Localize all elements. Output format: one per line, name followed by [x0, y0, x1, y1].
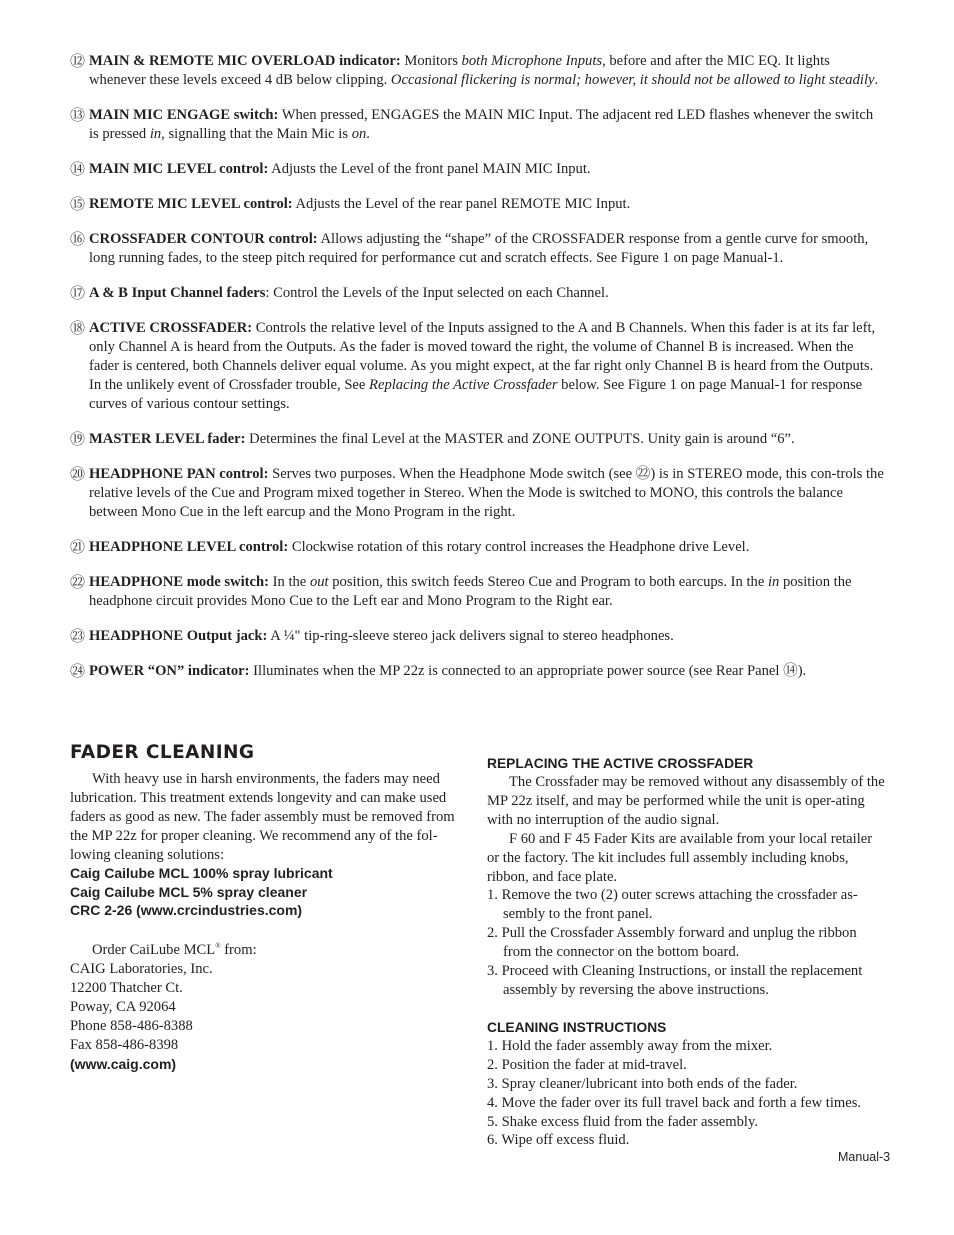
address-line: 12200 Thatcher Ct.	[70, 980, 183, 996]
address-line: CAIG Laboratories, Inc.	[70, 961, 213, 978]
item-23: ㉓ HEADPHONE Output jack: A ¼" tip-ring-sleeve stereo jack delivers signal to stereo headphones.	[70, 627, 674, 645]
item-title: MAIN MIC ENGAGE switch:	[89, 107, 279, 123]
item-number: ㉑	[70, 538, 86, 556]
item-17: ⑰ A & B Input Channel faders: Control the Levels of the Input selected on each Channel.	[70, 284, 609, 302]
website-link: (www.caig.com)	[70, 1055, 177, 1072]
subsection-heading: REPLACING THE ACTIVE CROSSFADER	[487, 756, 754, 771]
item-title: MASTER LEVEL fader:	[89, 431, 246, 447]
item-title: HEADPHONE mode switch:	[89, 574, 269, 590]
item-14: ⑭ MAIN MIC LEVEL control: Adjusts the Level of the front panel MAIN MIC Input.	[70, 160, 591, 178]
order-line: Order CaiLube MCL® from:	[92, 942, 257, 959]
item-18: ⑱ ACTIVE CROSSFADER: Controls the relative level of the Inputs assigned to the A and B Channels. When this fader is at its far left, only Channel A is heard from the Outputs. As the fader is moved toward the right, the volume of Channel B is increased. When the fader is centered, both Channels deliver equal volume. As you might expect, at the far right only Channel B is heard from the Outputs. In the unlikely event of Crossfader trouble, See Replacing the Active Crossfader below. See Figure 1 on page Manual-1 for response curves of various contour settings.	[70, 319, 876, 412]
item-title: ACTIVE CROSSFADER:	[89, 320, 253, 336]
control-descriptions	[70, 52, 885, 697]
item-number: ㉒	[70, 573, 86, 591]
list-item: 3. Proceed with Cleaning Instructions, or install the replacement assembly by reversing the above instructions.	[487, 963, 863, 998]
list-item: 4. Move the fader over its full travel back and forth a few times.	[487, 1094, 862, 1111]
item-title: HEADPHONE Output jack:	[89, 628, 268, 644]
list-item: 1. Hold the fader assembly away from the mixer.	[487, 1037, 773, 1054]
item-title: A & B Input Channel faders	[89, 285, 266, 301]
item-number: ⑳	[70, 465, 86, 483]
item-title: HEADPHONE LEVEL control:	[89, 539, 289, 555]
item-number: ⑲	[70, 430, 86, 448]
item-number: ㉓	[70, 627, 86, 645]
page-number: Manual-3	[838, 1150, 891, 1164]
list-item: 3. Spray cleaner/lubricant into both ends of the fader.	[487, 1075, 798, 1092]
list-item: 1. Remove the two (2) outer screws attaching the crossfader as-sembly to the front panel.	[487, 887, 858, 923]
list-item: 5. Shake excess fluid from the fader assembly.	[487, 1113, 758, 1130]
item-22: ㉒ HEADPHONE mode switch: In the out position, this switch feeds Stereo Cue and Program to both earcups. In the in position the headphone circuit provides Mono Cue to the Left ear and Mono Program to the Right ear.	[70, 573, 852, 609]
solution-item: Caig Cailube MCL 5% spray cleaner	[70, 883, 308, 900]
replacing-section	[487, 754, 887, 1150]
item-number: ㉔	[70, 662, 86, 680]
solution-item: Caig Cailube MCL 100% spray lubricant	[70, 865, 333, 882]
item-21: ㉑ HEADPHONE LEVEL control: Clockwise rotation of this rotary control increases the Headphone drive Level.	[70, 538, 750, 556]
section-heading: FADER CLEANING	[70, 742, 255, 763]
address-line: Poway, CA 92064	[70, 998, 176, 1015]
item-16: ⑯ CROSSFADER CONTOUR control: Allows adjusting the “shape” of the CROSSFADER response from a gentle curve for smooth, long running fades, to the steep pitch required for performance cut and scratch effects. See Figure 1 on page Manual-1.	[70, 230, 869, 266]
paragraph: F 60 and F 45 Fader Kits are available from your local retailer or the factory. The kit includes full assembly including knobs, ribbon, and face plate.	[487, 830, 873, 885]
steps-list	[487, 1037, 887, 1150]
item-number: ⑮	[70, 195, 86, 213]
item-title: HEADPHONE PAN control:	[89, 466, 269, 482]
item-title: MAIN MIC LEVEL control:	[89, 161, 269, 177]
fax-line: Fax 858-486-8398	[70, 1036, 179, 1053]
item-number: ⑰	[70, 284, 86, 302]
item-title: MAIN & REMOTE MIC OVERLOAD indicator:	[89, 53, 401, 69]
item-12: ⑫ MAIN & REMOTE MIC OVERLOAD indicator: Monitors both Microphone Inputs, before and after the MIC EQ. It lights whenever these levels exceed 4 dB below clipping. Occasional flickering is normal; however, it should not be allowed to light steadily.	[70, 52, 879, 88]
item-number: ⑫	[70, 52, 86, 70]
item-number: ⑯	[70, 230, 86, 248]
item-20: ⑳ HEADPHONE PAN control: Serves two purposes. When the Headphone Mode switch (see ㉒) is in STEREO mode, this con-trols the relative levels of the Cue and Program mixed together in Stereo. When the Mode is switched to MONO, this controls the balance between Mono Cue in the left earcup and the Mono Program in the right.	[70, 465, 884, 520]
fader-cleaning-section	[70, 744, 466, 1073]
list-item: 2. Position the fader at mid-travel.	[487, 1056, 687, 1073]
solution-item: CRC 2-26 (www.crcindustries.com)	[70, 902, 303, 919]
item-24: ㉔ POWER “ON” indicator: Illuminates when the MP 22z is connected to an appropriate power source (see Rear Panel ⑭).	[70, 662, 807, 680]
item-number: ⑭	[70, 160, 86, 178]
item-19: ⑲ MASTER LEVEL fader: Determines the final Level at the MASTER and ZONE OUTPUTS. Unity gain is around “6”.	[70, 430, 795, 448]
item-number: ⑬	[70, 106, 86, 124]
list-item: 6. Wipe off excess fluid.	[487, 1132, 630, 1149]
item-title: CROSSFADER CONTOUR control:	[89, 231, 318, 247]
item-title: REMOTE MIC LEVEL control:	[89, 196, 293, 212]
item-13: ⑬ MAIN MIC ENGAGE switch: When pressed, ENGAGES the MAIN MIC Input. The adjacent red LED flashes whenever the switch is pressed in, signalling that the Main Mic is on.	[70, 106, 874, 142]
list-item: 2. Pull the Crossfader Assembly forward and unplug the ribbon from the connector on the bottom board.	[487, 925, 857, 961]
item-15: ⑮ REMOTE MIC LEVEL control: Adjusts the Level of the rear panel REMOTE MIC Input.	[70, 195, 631, 213]
intro-paragraph: With heavy use in harsh environments, the faders may need lubrication. This treatment extends longevity and can make used faders as good as new. The fader assembly must be removed from the MP 22z for proper cleaning. We recommend any of the fol-lowing cleaning solutions:	[70, 770, 455, 863]
subsection-heading: CLEANING INSTRUCTIONS	[487, 1019, 667, 1035]
steps-list	[487, 886, 887, 999]
paragraph: The Crossfader may be removed without any disassembly of the MP 22z itself, and may be performed while the unit is oper-ating with no interruption of the audio signal.	[487, 774, 885, 828]
item-number: ⑱	[70, 319, 86, 337]
item-title: POWER “ON” indicator:	[89, 663, 250, 679]
phone-line: Phone 858-486-8388	[70, 1017, 193, 1034]
